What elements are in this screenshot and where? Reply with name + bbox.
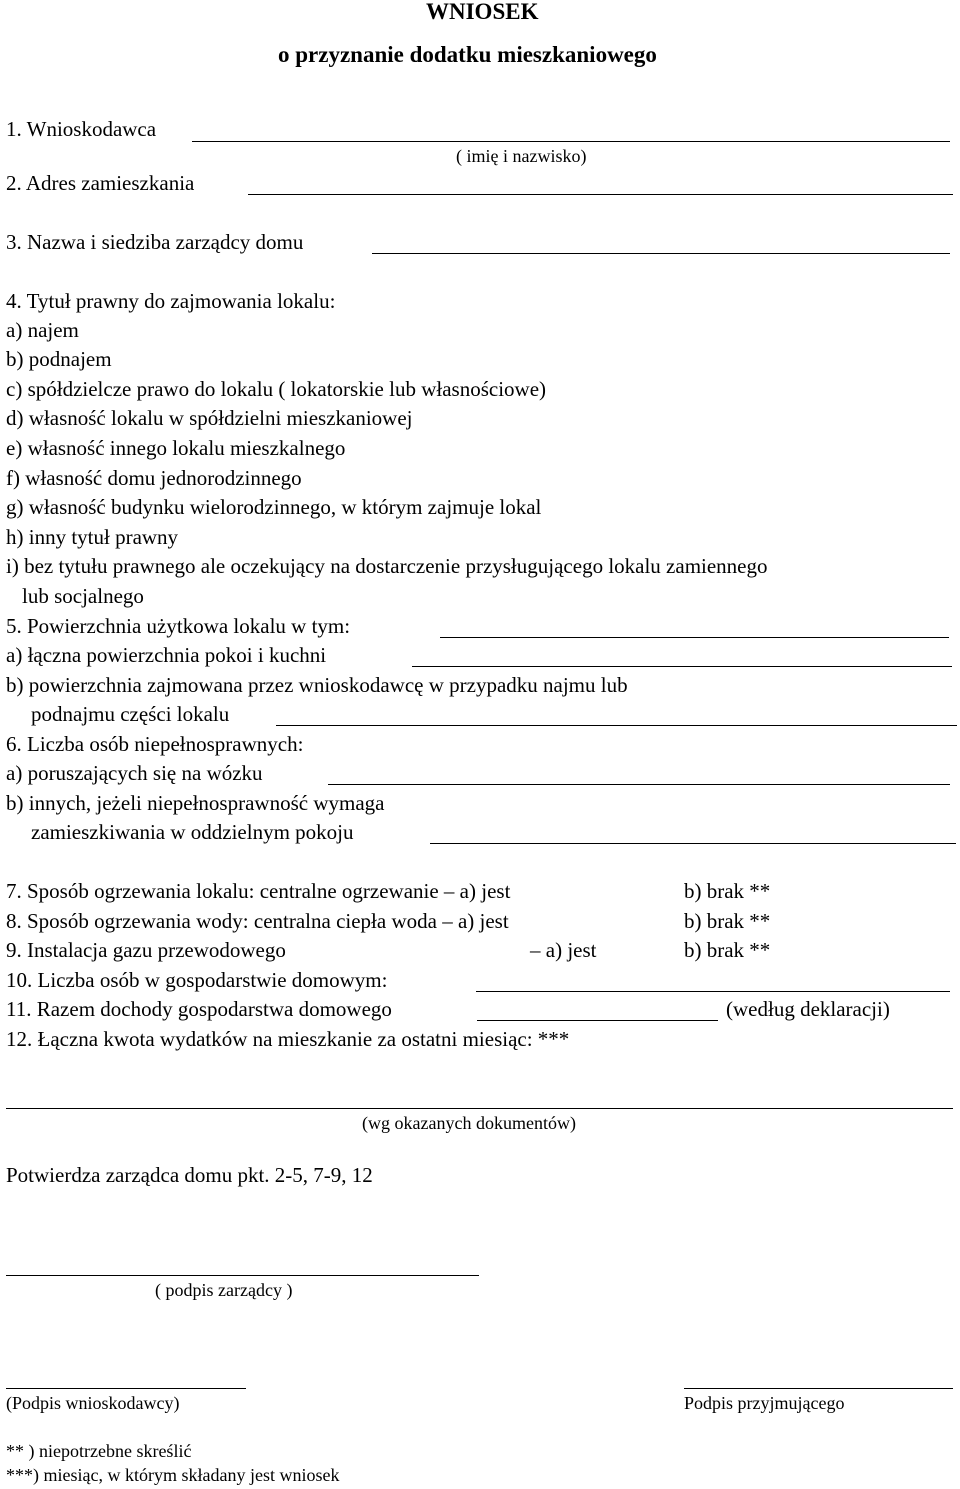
legal-option-i-cont: lub socjalnego bbox=[22, 584, 144, 608]
manager-signature-line[interactable] bbox=[6, 1275, 479, 1276]
area-b-line[interactable] bbox=[276, 725, 957, 726]
area-b-label-cont: podnajmu części lokalu bbox=[31, 702, 230, 726]
household-income-suffix: (według deklaracji) bbox=[726, 997, 890, 1021]
docs-hint: (wg okazanych dokumentów) bbox=[362, 1113, 576, 1133]
household-size-label: 10. Liczba osób w gospodarstwie domowym: bbox=[6, 968, 388, 992]
address-label: 2. Adres zamieszkania bbox=[6, 171, 195, 195]
disabled-a-label: a) poruszających się na wózku bbox=[6, 761, 263, 785]
heating-option-b[interactable]: b) brak ** bbox=[684, 879, 771, 903]
disabled-b-line[interactable] bbox=[430, 843, 956, 844]
applicant-hint: ( imię i nazwisko) bbox=[456, 146, 587, 166]
disabled-heading: 6. Liczba osób niepełnosprawnych: bbox=[6, 732, 304, 756]
receiver-signature-label: Podpis przyjmującego bbox=[684, 1393, 845, 1413]
area-b-label: b) powierzchnia zajmowana przez wnioskodawcę w przypadku najmu lub bbox=[6, 673, 628, 697]
legal-option-b: b) podnajem bbox=[6, 347, 112, 371]
household-income-line[interactable] bbox=[477, 1020, 718, 1021]
receiver-signature-line[interactable] bbox=[684, 1388, 953, 1389]
manager-signature-label: ( podpis zarządcy ) bbox=[155, 1280, 293, 1300]
disabled-b-label-cont: zamieszkiwania w oddzielnym pokoju bbox=[31, 820, 354, 844]
area-a-label: a) łączna powierzchnia pokoi i kuchni bbox=[6, 643, 327, 667]
applicant-signature-label: (Podpis wnioskodawcy) bbox=[6, 1393, 180, 1413]
applicant-label: 1. Wnioskodawca bbox=[6, 117, 157, 141]
legal-option-f: f) własność domu jednorodzinnego bbox=[6, 466, 302, 490]
area-a-line[interactable] bbox=[412, 666, 952, 667]
legal-option-c: c) spółdzielcze prawo do lokalu ( lokatorskie lub własnościowe) bbox=[6, 377, 547, 401]
disabled-a-line[interactable] bbox=[328, 784, 950, 785]
household-income-label: 11. Razem dochody gospodarstwa domowego bbox=[6, 997, 392, 1021]
footnote-1: ** ) niepotrzebne skreślić bbox=[6, 1441, 192, 1461]
legal-option-d: d) własność lokalu w spółdzielni mieszkaniowej bbox=[6, 406, 413, 430]
address-line[interactable] bbox=[248, 194, 953, 195]
page-title: WNIOSEK bbox=[426, 0, 539, 24]
manager-line[interactable] bbox=[372, 253, 950, 254]
legal-title-heading: 4. Tytuł prawny do zajmowania lokalu: bbox=[6, 289, 336, 313]
legal-option-e: e) własność innego lokalu mieszkalnego bbox=[6, 436, 346, 460]
area-total-line[interactable] bbox=[440, 637, 949, 638]
footnote-2: ***) miesiąc, w którym składany jest wniosek bbox=[6, 1465, 340, 1485]
hot-water-question: 8. Sposób ogrzewania wody: centralna ciepła woda – a) jest bbox=[6, 909, 509, 933]
gas-question: 9. Instalacja gazu przewodowego bbox=[6, 938, 286, 962]
legal-option-g: g) własność budynku wielorodzinnego, w którym zajmuje lokal bbox=[6, 495, 542, 519]
legal-option-a: a) najem bbox=[6, 318, 79, 342]
manager-label: 3. Nazwa i siedziba zarządcy domu bbox=[6, 230, 304, 254]
page-subtitle: o przyznanie dodatku mieszkaniowego bbox=[278, 42, 657, 67]
applicant-line[interactable] bbox=[192, 141, 950, 142]
gas-option-b[interactable]: b) brak ** bbox=[684, 938, 771, 962]
legal-option-h: h) inny tytuł prawny bbox=[6, 525, 179, 549]
hot-water-option-b[interactable]: b) brak ** bbox=[684, 909, 771, 933]
housing-expenses-line[interactable] bbox=[6, 1108, 953, 1109]
household-size-line[interactable] bbox=[476, 991, 950, 992]
disabled-b-label: b) innych, jeżeli niepełnosprawność wymaga bbox=[6, 791, 385, 815]
housing-expenses-label: 12. Łączna kwota wydatków na mieszkanie za ostatni miesiąc: *** bbox=[6, 1027, 570, 1051]
gas-option-a[interactable]: – a) jest bbox=[530, 938, 597, 962]
manager-confirmation: Potwierdza zarządca domu pkt. 2-5, 7-9, 12 bbox=[6, 1163, 373, 1187]
area-heading: 5. Powierzchnia użytkowa lokalu w tym: bbox=[6, 614, 351, 638]
legal-option-i: i) bez tytułu prawnego ale oczekujący na dostarczenie przysługującego lokalu zamiennego bbox=[6, 554, 768, 578]
heating-question: 7. Sposób ogrzewania lokalu: centralne ogrzewanie – a) jest bbox=[6, 879, 511, 903]
applicant-signature-line[interactable] bbox=[6, 1388, 246, 1389]
